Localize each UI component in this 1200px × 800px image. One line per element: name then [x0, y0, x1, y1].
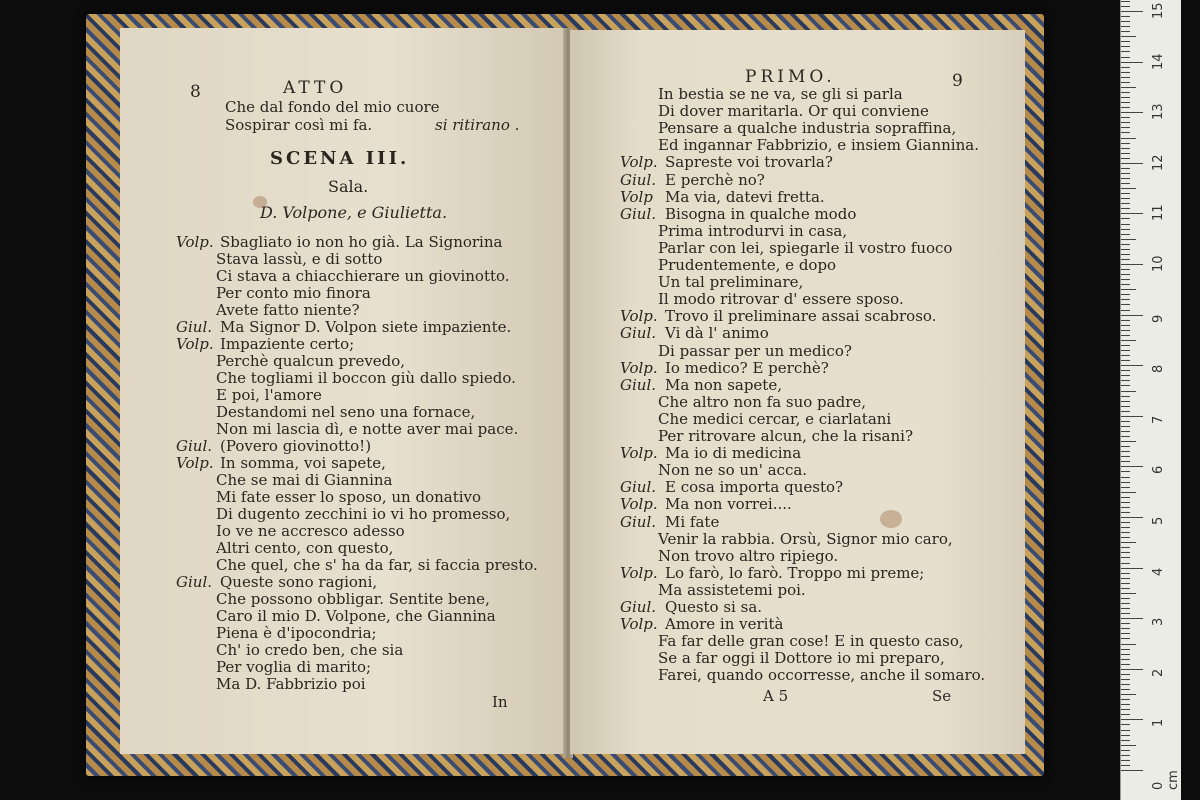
ruler-tick [1121, 122, 1130, 123]
ruler-tick [1121, 628, 1130, 629]
ruler-tick [1121, 127, 1130, 128]
ruler-tick [1121, 213, 1143, 214]
dialogue-line: Ma via, datevi fretta. [665, 187, 825, 206]
ruler-tick [1121, 229, 1130, 230]
ruler-tick [1121, 178, 1130, 179]
ruler-tick [1121, 153, 1130, 154]
ruler-tick [1121, 724, 1130, 725]
ruler-tick [1121, 143, 1130, 144]
scene-title: SCENA III. [270, 148, 410, 169]
ruler-tick [1121, 633, 1130, 634]
ruler-tick [1121, 527, 1130, 528]
ruler-tick [1121, 304, 1130, 305]
ruler-tick [1121, 107, 1130, 108]
ruler-tick [1121, 654, 1130, 655]
dialogue-line: Io ve ne accresco adesso [216, 522, 405, 540]
dialogue-line: Perchè qualcun prevedo, [216, 352, 406, 370]
ruler-tick [1121, 16, 1130, 17]
dialogue-line: In somma, voi sapete, [220, 454, 386, 472]
stain [880, 510, 902, 528]
ruler-number: 13 [1151, 103, 1166, 121]
measurement-ruler [1120, 0, 1181, 800]
ruler-tick [1121, 603, 1130, 604]
ruler-tick [1121, 77, 1130, 78]
dialogue-line: Sbagliato io non ho già. La Signorina [220, 233, 503, 251]
ruler-tick [1121, 740, 1130, 741]
ruler-tick [1121, 57, 1130, 58]
ruler-tick [1121, 279, 1130, 280]
ruler-tick [1121, 598, 1130, 599]
ruler-tick [1121, 72, 1130, 73]
stage-direction: si ritirano . [435, 116, 520, 134]
ruler-tick [1121, 203, 1130, 204]
ruler-tick [1121, 638, 1130, 639]
ruler-tick [1121, 325, 1130, 326]
ruler-tick [1121, 31, 1130, 32]
dialogue-line: Queste sono ragioni, [220, 573, 378, 591]
dialogue-line: Vi dà l' animo [665, 324, 769, 343]
ruler-tick [1121, 380, 1130, 381]
ruler-tick [1121, 461, 1130, 462]
ruler-tick [1121, 208, 1130, 209]
catchword: Se [932, 687, 952, 705]
speaker-label: Giul. [620, 512, 657, 531]
dialogue-line: Prima introdurvi in casa, [658, 221, 848, 240]
dialogue-line: Ma D. Fabbrizio poi [216, 675, 366, 693]
dialogue-line: Per voglia di marito; [216, 658, 372, 676]
dialogue-line: Di passar per un medico? [658, 341, 852, 360]
ruler-tick [1121, 583, 1130, 584]
ruler-tick [1121, 547, 1130, 548]
dialogue-line: Che possono obbligar. Sentite bene, [216, 590, 490, 608]
ruler-tick [1121, 730, 1130, 731]
ruler-tick [1121, 350, 1130, 351]
speaker-label: Giul. [176, 318, 213, 336]
ruler-tick [1121, 112, 1143, 113]
speaker-label: Giul. [620, 170, 657, 189]
ruler-number: 14 [1151, 53, 1166, 70]
ruler-tick [1121, 492, 1136, 493]
scene-characters: D. Volpone, e Giulietta. [260, 203, 448, 222]
ruler-tick [1121, 578, 1130, 579]
ruler-tick [1121, 532, 1130, 533]
dialogue-line: Di dugento zecchini io vi ho promesso, [216, 505, 511, 523]
ruler-tick [1121, 507, 1130, 508]
ruler-tick [1121, 396, 1130, 397]
ruler-tick [1121, 234, 1130, 235]
ruler-number: 3 [1151, 617, 1166, 627]
ruler-tick [1121, 689, 1130, 690]
ruler-tick [1121, 497, 1130, 498]
ruler-number: 12 [1151, 154, 1166, 171]
ruler-tick [1121, 51, 1130, 52]
speaker-label: Giul. [176, 437, 213, 455]
ruler-number: 2 [1151, 668, 1166, 677]
ruler-tick [1121, 148, 1130, 149]
ruler-tick [1121, 669, 1143, 670]
ruler-number: 7 [1151, 415, 1166, 424]
dialogue-line: Piena è d'ipocondria; [216, 624, 377, 642]
ruler-number: 6 [1151, 466, 1166, 475]
speaker-label: Giul. [176, 573, 213, 591]
speaker-label: Giul. [620, 478, 657, 497]
ruler-tick [1121, 568, 1143, 569]
ruler-tick [1121, 588, 1130, 589]
ruler-tick [1121, 97, 1130, 98]
dialogue-line: Amore in verità [665, 615, 784, 634]
ruler-tick [1121, 512, 1130, 513]
ruler-tick [1121, 274, 1130, 275]
dialogue-line: Io medico? E perchè? [665, 358, 829, 377]
ruler-tick [1121, 11, 1143, 12]
ruler-tick [1121, 259, 1130, 260]
ruler-tick [1121, 335, 1130, 336]
ruler-tick [1121, 487, 1130, 488]
ruler-tick [1121, 517, 1143, 518]
ruler-tick [1121, 294, 1130, 295]
ruler-number: 9 [1151, 314, 1166, 323]
speaker-label: Giul. [620, 204, 657, 223]
ruler-tick [1121, 714, 1130, 715]
ruler-tick [1121, 456, 1130, 457]
dialogue-line: Ch' io credo ben, che sia [216, 641, 404, 659]
dialogue-line: Mi fate esser lo sposo, un donativo [216, 488, 482, 506]
ruler-tick [1121, 254, 1130, 255]
dialogue-line: Che altro non fa suo padre, [658, 392, 867, 411]
ruler-tick [1121, 644, 1136, 645]
ruler-number: 15 [1151, 2, 1166, 19]
speaker-label: Volp. [620, 307, 658, 326]
ruler-tick [1121, 385, 1130, 386]
scene-place: Sala. [328, 177, 369, 196]
dialogue-line: (Povero giovinotto!) [220, 437, 372, 455]
ruler-tick [1121, 198, 1130, 199]
ruler-tick [1121, 26, 1130, 27]
ruler-tick [1121, 674, 1130, 675]
speaker-label: Volp. [620, 563, 658, 582]
ruler-tick [1121, 684, 1130, 685]
ruler-tick [1121, 451, 1130, 452]
ruler-tick [1121, 102, 1130, 103]
dialogue-line: Il modo ritrovar d' essere sposo. [658, 290, 904, 309]
ruler-tick [1121, 735, 1130, 736]
ruler-tick [1121, 67, 1130, 68]
dialogue-line: E poi, l'amore [216, 386, 322, 404]
dialogue-line: Ma non vorrei.... [665, 495, 792, 514]
speaker-label: Volp. [620, 153, 658, 172]
ruler-tick [1121, 218, 1130, 219]
ruler-tick [1121, 482, 1130, 483]
dialogue-line: Impaziente certo; [220, 335, 355, 353]
ruler-tick [1121, 704, 1130, 705]
ruler-tick [1121, 193, 1130, 194]
ruler-tick [1121, 441, 1136, 442]
ruler-tick [1121, 446, 1130, 447]
ruler-tick [1121, 522, 1130, 523]
dialogue-line: Farei, quando occorresse, anche il somaro. [658, 666, 986, 685]
ruler-tick [1121, 284, 1130, 285]
ruler-tick [1121, 649, 1130, 650]
ruler-tick [1121, 659, 1130, 660]
speaker-label: Volp. [176, 233, 214, 251]
ruler-tick [1121, 618, 1143, 619]
ruler-tick [1121, 421, 1130, 422]
dialogue-line: Ci stava a chiacchierare un giovinotto. [216, 267, 510, 285]
dialogue-line: Avete fatto niente? [216, 301, 360, 319]
ruler-tick [1121, 765, 1130, 766]
dialogue-line: Un tal preliminare, [658, 273, 804, 292]
ruler-tick [1121, 745, 1136, 746]
ruler-tick [1121, 355, 1130, 356]
ruler-tick [1121, 416, 1143, 417]
ruler-tick [1121, 360, 1130, 361]
ruler-number: 1 [1151, 719, 1166, 728]
dialogue-line: Di dover maritarla. Or qui conviene [658, 102, 929, 121]
ruler-tick [1121, 21, 1130, 22]
ruler-tick [1121, 755, 1130, 756]
catchword: In [492, 693, 508, 711]
dialogue-line: E perchè no? [665, 170, 765, 189]
right-running-header: PRIMO. [745, 67, 836, 87]
text-line: Sospirar così mi fa. [225, 116, 373, 134]
speaker-label: Volp. [620, 615, 658, 634]
ruler-tick [1121, 466, 1143, 467]
ruler-tick [1121, 563, 1130, 564]
ruler-tick [1121, 608, 1130, 609]
ruler-tick [1121, 502, 1130, 503]
ruler-tick [1121, 132, 1130, 133]
ruler-tick [1121, 391, 1136, 392]
speaker-label: Volp. [620, 495, 658, 514]
ruler-tick [1121, 340, 1136, 341]
ruler-tick [1121, 694, 1136, 695]
ruler-tick [1121, 330, 1130, 331]
stain [253, 196, 267, 208]
dialogue-line: Che se mai di Giannina [216, 471, 393, 489]
dialogue-line: Fa far delle gran cose! E in questo caso, [658, 632, 964, 651]
ruler-tick [1121, 719, 1143, 720]
dialogue-line: Trovo il preliminare assai scabroso. [665, 307, 937, 326]
dialogue-line: Caro il mio D. Volpone, che Giannina [216, 607, 496, 625]
ruler-tick [1121, 269, 1130, 270]
ruler-tick [1121, 623, 1130, 624]
speaker-label: Volp. [620, 444, 658, 463]
ruler-tick [1121, 552, 1130, 553]
ruler-number: 10 [1151, 255, 1166, 272]
ruler-tick [1121, 320, 1130, 321]
right-page-number: 9 [952, 71, 963, 91]
ruler-tick [1121, 436, 1130, 437]
ruler-tick [1121, 249, 1130, 250]
dialogue-line: Ma Signor D. Volpon siete impaziente. [220, 318, 512, 336]
ruler-number: 11 [1151, 204, 1166, 222]
ruler-tick [1121, 62, 1143, 63]
dialogue-line: In bestia se ne va, se gli si parla [658, 85, 903, 103]
ruler-tick [1121, 310, 1130, 311]
ruler-tick [1121, 557, 1130, 558]
dialogue-line: Altri cento, con questo, [216, 539, 394, 557]
ruler-tick [1121, 664, 1130, 665]
ruler-tick [1121, 406, 1130, 407]
ruler-tick [1121, 426, 1130, 427]
ruler-tick [1121, 289, 1136, 290]
ruler-tick [1121, 542, 1136, 543]
speaker-label: Giul. [620, 324, 657, 343]
dialogue-line: Stava lassù, e di sotto [216, 250, 383, 268]
dialogue-line: Bisogna in qualche modo [665, 204, 857, 223]
signature-mark: A 5 [763, 687, 789, 705]
dialogue-line: Che togliami il boccon giù dallo spiedo. [216, 369, 516, 387]
dialogue-line: Non mi lascia dì, e notte aver mai pace. [216, 420, 519, 438]
ruler-tick [1121, 36, 1136, 37]
ruler-tick [1121, 82, 1130, 83]
ruler-tick [1121, 239, 1136, 240]
ruler-tick [1121, 401, 1130, 402]
ruler-tick [1121, 41, 1130, 42]
ruler-tick [1121, 411, 1130, 412]
dialogue-line: Per conto mio finora [216, 284, 371, 302]
dialogue-line: E cosa importa questo? [665, 478, 844, 497]
ruler-tick [1121, 87, 1136, 88]
speaker-label: Volp. [176, 335, 214, 353]
ruler-tick [1121, 188, 1136, 189]
ruler-tick [1121, 477, 1130, 478]
dialogue-line: Ma non sapete, [665, 375, 782, 394]
ruler-tick [1121, 224, 1130, 225]
ruler-tick [1121, 760, 1130, 761]
ruler-tick [1121, 92, 1130, 93]
dialogue-line: Non trovo altro ripiego. [658, 546, 839, 565]
ruler-tick [1121, 345, 1130, 346]
ruler-number: 4 [1151, 567, 1166, 576]
ruler-tick [1121, 168, 1130, 169]
dialogue-line: Pensare a qualche industria sopraffina, [658, 119, 957, 138]
dialogue-line: Ma assistetemi poi. [658, 580, 806, 599]
ruler-tick [1121, 709, 1130, 710]
dialogue-line: Se a far oggi il Dottore io mi preparo, [658, 649, 945, 668]
ruler-tick [1121, 117, 1130, 118]
speaker-label: Volp [620, 187, 653, 206]
ruler-unit-label: 0 cm [1151, 770, 1181, 790]
right-page [570, 30, 1025, 754]
dialogue-line: Sapreste voi trovarla? [665, 153, 833, 172]
dialogue-line: Lo farò, lo farò. Troppo mi preme; [665, 563, 925, 582]
ruler-tick [1121, 679, 1130, 680]
ruler-tick [1121, 6, 1130, 7]
ruler-tick [1121, 138, 1136, 139]
ruler-tick [1121, 1, 1130, 2]
ruler-tick [1121, 173, 1130, 174]
ruler-tick [1121, 375, 1130, 376]
dialogue-line: Non ne so un' acca. [658, 461, 808, 480]
dialogue-line: Destandomi nel seno una fornace, [216, 403, 476, 421]
ruler-tick [1121, 770, 1143, 771]
ruler-number: 8 [1151, 364, 1166, 374]
ruler-tick [1121, 471, 1130, 472]
speaker-label: Giul. [620, 598, 657, 616]
dialogue-line: Prudentemente, e dopo [658, 256, 837, 274]
ruler-tick [1121, 370, 1130, 371]
ruler-tick [1121, 299, 1130, 300]
left-page [120, 28, 568, 754]
dialogue-line: Questo si sa. [665, 598, 763, 616]
speaker-label: Volp. [176, 454, 214, 472]
ruler-tick [1121, 699, 1130, 700]
speaker-label: Volp. [620, 358, 658, 377]
dialogue-line: Parlar con lei, spiegarle il vostro fuoco [658, 238, 953, 257]
left-page-number: 8 [190, 82, 201, 102]
ruler-tick [1121, 365, 1143, 366]
speaker-label: Giul. [620, 375, 657, 394]
ruler-tick [1121, 183, 1130, 184]
ruler-tick [1121, 750, 1130, 751]
dialogue-line: Che quel, che s' ha da far, si faccia presto. [216, 556, 538, 574]
ruler-tick [1121, 244, 1130, 245]
ruler-tick [1121, 264, 1143, 265]
dialogue-line: Ma io di medicina [665, 444, 802, 463]
ruler-tick [1121, 315, 1143, 316]
dialogue-line: Venir la rabbia. Orsù, Signor mio caro, [658, 529, 953, 548]
left-running-header: ATTO [283, 78, 348, 98]
ruler-tick [1121, 573, 1130, 574]
dialogue-line: Mi fate [665, 512, 720, 531]
dialogue-line: Per ritrovare alcun, che la risani? [658, 427, 913, 445]
ruler-tick [1121, 593, 1136, 594]
ruler-tick [1121, 46, 1130, 47]
ruler-tick [1121, 158, 1130, 159]
dialogue-line: Che medici cercar, e ciarlatani [658, 409, 892, 428]
dialogue-line: Ed ingannar Fabbrizio, e insiem Giannina. [658, 136, 979, 155]
ruler-tick [1121, 613, 1130, 614]
ruler-tick [1121, 431, 1130, 432]
ruler-tick [1121, 537, 1130, 538]
text-line: Che dal fondo del mio cuore [225, 98, 440, 116]
ruler-number: 5 [1151, 516, 1166, 525]
ruler-tick [1121, 163, 1143, 164]
